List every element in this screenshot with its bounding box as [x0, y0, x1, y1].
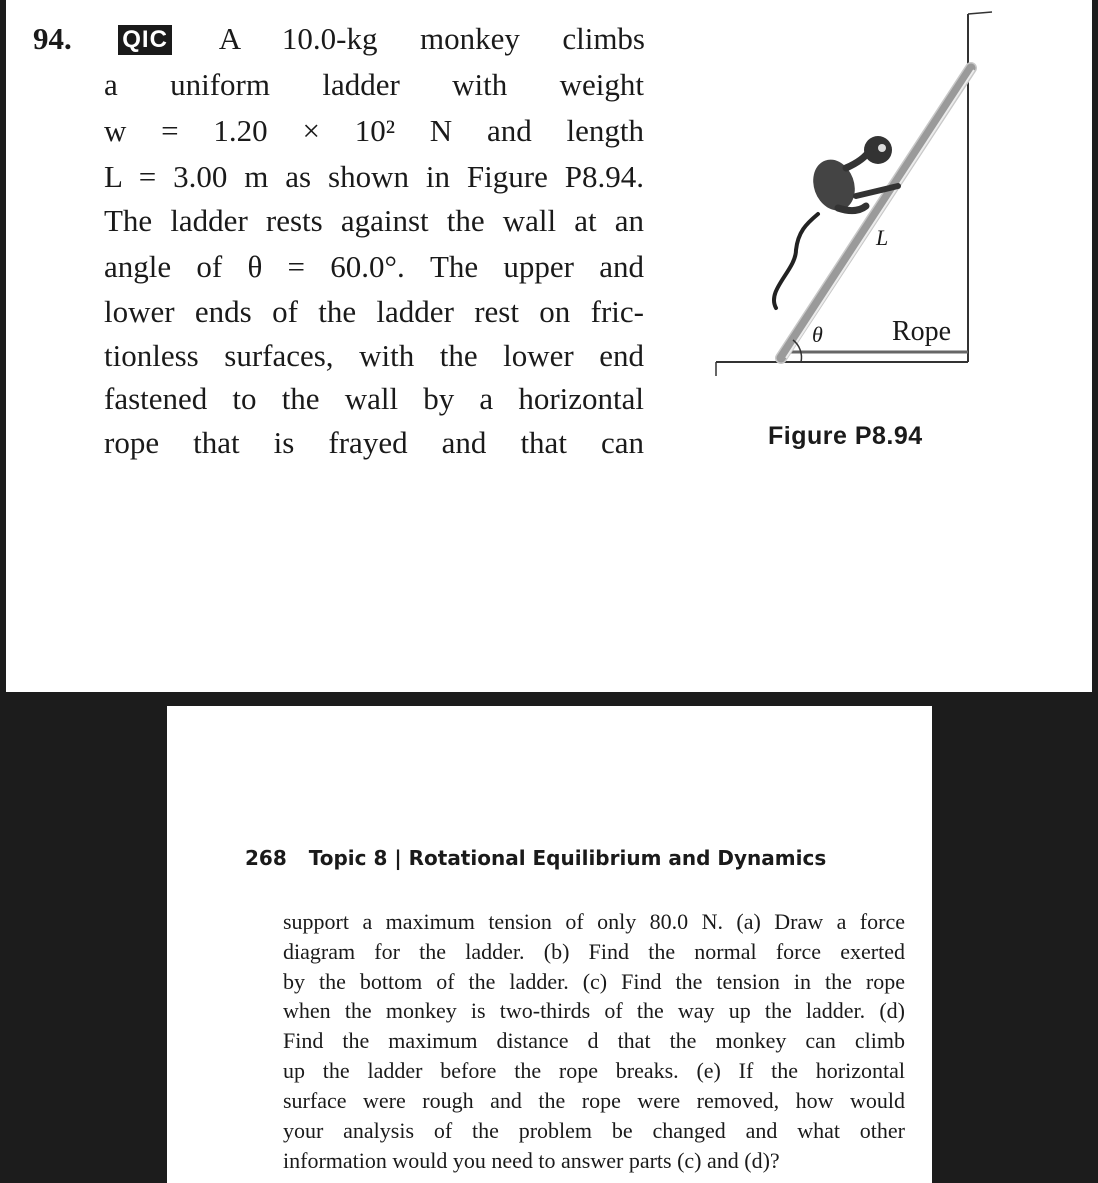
label-L: L	[876, 225, 889, 250]
continuation-line-8: your analysis of the problem be changed and what other	[283, 1118, 905, 1143]
problem-line-9: fastened to the wall by a horizontal	[104, 381, 644, 416]
ladder-highlight	[786, 70, 974, 358]
problem-line-5: The ladder rests against the wall at an	[104, 203, 644, 238]
continuation-line-7: surface were rough and the rope were removed, how would	[283, 1088, 905, 1113]
running-head	[245, 846, 826, 870]
continuation-line-2: diagram for the ladder. (b) Find the normal force exerted	[283, 939, 905, 964]
problem-line-1-text: A 10.0-kg monkey climbs	[218, 21, 645, 56]
problem-line-10: rope that is frayed and that can	[104, 425, 644, 460]
continuation-line-6: up the ladder before the rope breaks. (e) If the horizontal	[283, 1058, 905, 1083]
problem-line-7: lower ends of the ladder rest on fric-	[104, 294, 644, 329]
ladder-figure	[706, 0, 1006, 400]
problem-line-6: angle of θ = 60.0°. The upper and	[104, 249, 644, 284]
label-rope: Rope	[892, 316, 952, 347]
problem-line-8: tionless surfaces, with the lower end	[104, 338, 644, 373]
wall-top	[968, 12, 992, 14]
figure-caption: Figure P8.94	[768, 422, 923, 450]
ladder	[781, 68, 971, 358]
continuation-line-1: support a maximum tension of only 80.0 N. (a) Draw a force	[283, 909, 905, 934]
problem-number: 94.	[33, 21, 72, 56]
continuation-line-5: Find the maximum distance d that the monkey can climb	[283, 1028, 905, 1053]
continuation-line-9: information would you need to answer parts (c) and (d)?	[283, 1148, 780, 1173]
problem-line-1	[33, 16, 645, 62]
qic-badge: QIC	[118, 25, 172, 55]
problem-line-3: w = 1.20 × 10² N and length	[104, 113, 644, 148]
problem-line-4: L = 3.00 m as shown in Figure P8.94.	[104, 159, 644, 194]
continuation-line-4: when the monkey is two-thirds of the way up the ladder. (d)	[283, 998, 905, 1023]
continuation-line-3: by the bottom of the ladder. (c) Find the tension in the rope	[283, 969, 905, 994]
top-page	[6, 0, 1092, 692]
bottom-page	[167, 706, 932, 1183]
problem-line-2: a uniform ladder with weight	[104, 67, 644, 102]
label-theta: θ	[812, 322, 823, 347]
page-number: 268	[245, 846, 287, 870]
chapter-title: Topic 8 | Rotational Equilibrium and Dynamics	[308, 846, 827, 870]
